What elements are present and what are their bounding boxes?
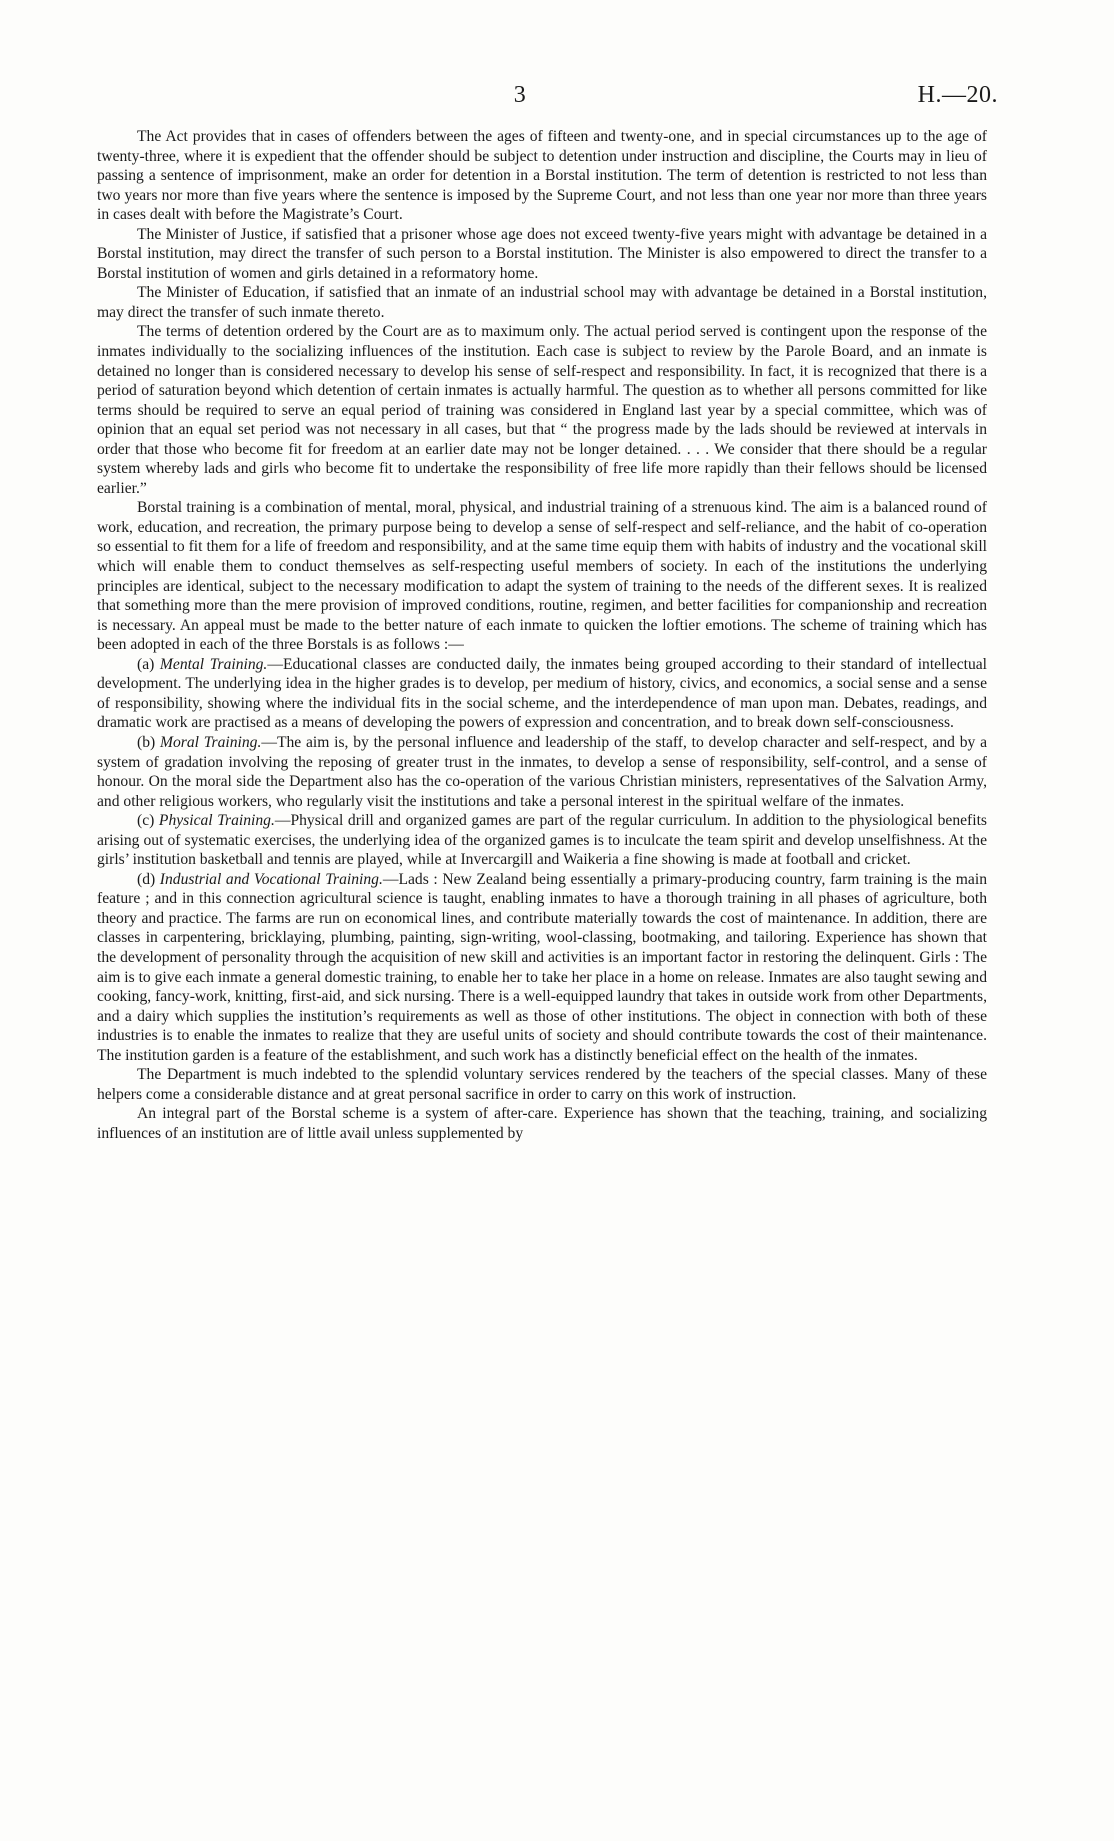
section-heading: Moral Training.	[159, 733, 262, 751]
paragraph-text: The Minister of Justice, if satisfied that a prisoner whose age does not exceed twenty-five years might with advantage be detained in a Borstal institution, may direct the transfer of such person to a Borstal institution. The Minister is also empowered to direct the transfer to a Borstal institution of women and girls detained in a reformatory home.	[97, 225, 987, 282]
body-text	[97, 127, 987, 1143]
section-heading: Industrial and Vocational Training.	[159, 870, 383, 888]
paragraph-text: —Educational classes are conducted daily, the inmates being grouped according to their standard of intellectual development. The underlying idea in the higher grades is to develop, per medium of history, civics, and economics, a social sense and a sense of responsibility, showing where the individual fits in the social scheme, and the interdependence of man upon man. Debates, readings, and dramatic work are practised as a means of developing the powers of expression and concentration, and to break down self-consciousness.	[97, 655, 987, 732]
paragraph-voluntary-services	[97, 1065, 987, 1104]
paragraph-minister-of-education	[97, 283, 987, 322]
paragraph-text: The Act provides that in cases of offenders between the ages of fifteen and twenty-one, and in special circumstances up to the age of twenty-three, where it is expedient that the offender should be subject to detention under instruction and discipline, the Courts may in lieu of passing a sentence of imprisonment, make an order for detention in a Borstal institution. The term of detention is restricted to not less than two years nor more than five years where the sentence is imposed by the Supreme Court, and not less than one year nor more than three years in cases dealt with before the Magistrate’s Court.	[97, 128, 987, 224]
paragraph-borstal-training	[97, 498, 987, 654]
section-heading: Mental Training.	[159, 655, 268, 673]
list-marker: (a)	[137, 655, 160, 673]
paragraph-after-care	[97, 1104, 987, 1143]
paragraph-moral-training	[97, 733, 987, 811]
paragraph-text: The Minister of Education, if satisfied that an inmate of an industrial school may with advantage be detained in a Borstal institution, may direct the transfer of such inmate thereto.	[97, 284, 987, 321]
page-number: 3	[513, 82, 527, 108]
paragraph-text: —Lads : New Zealand being essentially a primary-producing country, farm training is the main feature ; and in this connection agricultural science is taught, enabling inmates to have a thorough training in all phases of agriculture, both theory and practice. The farms are run on economical lines, and contribute materially towards the cost of maintenance. In addition, there are classes in carpentering, bricklaying, plumbing, painting, sign-writing, wool-classing, bootmaking, and tailoring. Experience has shown that the development of personality through the acquisition of new skill and activities is an important factor in restoring the delinquent. Girls : The aim is to give each inmate a general domestic training, to enable her to take her place in a home on release. Inmates are also taught sewing and cooking, fancy-work, knitting, first-aid, and sick nursing. There is a well-equipped laundry that takes in outside work from other Departments, and a dairy which supplies the institution’s requirements as well as those of other institutions. The object in connection with both of these industries is to enable the inmates to realize that they are useful units of society and should contribute towards the cost of their maintenance. The institution garden is a feature of the establishment, and such work has a distinctly beneficial effect on the health of the inmates.	[97, 870, 987, 1064]
document-reference: H.—20.	[917, 82, 998, 108]
paragraph-text: The Department is much indebted to the splendid voluntary services rendered by the teachers of the special classes. Many of these helpers come a considerable distance and at great personal sacrifice in order to carry on this work of instruction.	[97, 1066, 987, 1103]
paragraph-minister-of-justice	[97, 225, 987, 284]
paragraph-text: —The aim is, by the personal influence and leadership of the staff, to develop character and self-respect, and by a system of gradation involving the reposing of greater trust in the inmates, to develop a sense of responsibility, self-control, and a sense of honour. On the moral side the Department also has the co-operation of the various Christian ministers, representatives of the Salvation Army, and other religious workers, who regularly visit the institutions and take a personal interest in the spiritual welfare of the inmates.	[97, 733, 988, 810]
paragraph-terms-of-detention	[97, 322, 987, 498]
paragraph-mental-training	[97, 655, 987, 733]
paragraph-physical-training	[97, 811, 987, 870]
list-marker: (d)	[137, 870, 160, 888]
paragraph-industrial-vocational-training	[97, 870, 987, 1065]
paragraph-text: An integral part of the Borstal scheme is a system of after-care. Experience has shown that the teaching, training, and socializing influences of an institution are of little avail unless supplemented by	[97, 1105, 987, 1142]
paragraph-act-provisions	[97, 127, 987, 225]
paragraph-text: The terms of detention ordered by the Court are as to maximum only. The actual period served is contingent upon the response of the inmates individually to the socializing influences of the institution. Each case is subject to review by the Parole Board, and an inmate is detained no longer than is considered necessary to develop his sense of self-respect and responsibility. In fact, it is recognized that there is a period of saturation beyond which detention of certain inmates is actually harmful. The question as to whether all persons committed for like terms should be required to serve an equal period of training was considered in England last year by a special committee, which was of opinion that an equal set period was not necessary in all cases, but that “ the progress made by the lads should be reviewed at intervals in order that those who become fit for freedom at an earlier date may not be longer detained. . . . We consider that there should be a regular system whereby lads and girls who become fit to undertake the responsibility of free life more rapidly than their fellows should be licensed earlier.”	[97, 323, 987, 497]
paragraph-text: Borstal training is a combination of mental, moral, physical, and industrial training of a strenuous kind. The aim is a balanced round of work, education, and recreation, the primary purpose being to develop a sense of self-respect and self-reliance, and the habit of co-operation so essential to fit them for a life of freedom and responsibility, and at the same time equip them with habits of industry and the vocational skill which will enable them to conduct themselves as self-respecting useful members of society. In each of the institutions the underlying principles are identical, subject to the necessary modification to adapt the system of training to the needs of the different sexes. It is realized that something more than the mere provision of improved conditions, routine, regimen, and better facilities for companionship and recreation is necessary. An appeal must be made to the better nature of each inmate to quicken the loftier emotions. The scheme of training which has been adopted in each of the three Borstals is as follows :—	[97, 499, 987, 654]
section-heading: Physical Training.	[158, 812, 275, 830]
paragraph-text: —Physical drill and organized games are part of the regular curriculum. In addition to the physiological benefits arising out of systematic exercises, the underlying idea of the organized games is to inculcate the team spirit and develop unselfishness. At the girls’ institution basketball and tennis are played, while at Invercargill and Waikeria a fine showing is made at football and cricket.	[97, 812, 987, 869]
list-marker: (c)	[137, 812, 159, 830]
list-marker: (b)	[137, 733, 160, 751]
